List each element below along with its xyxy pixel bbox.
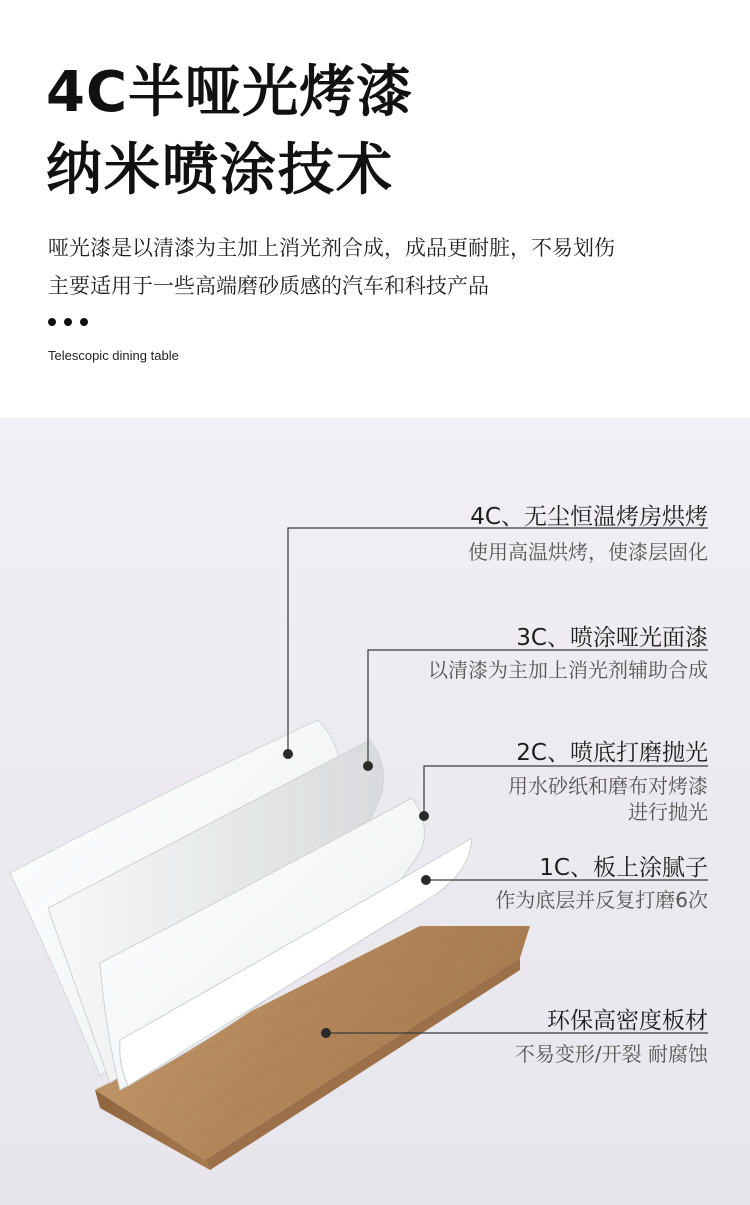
layer-desc-2c-line2: 进行抛光: [628, 800, 708, 824]
leader-dot-3c: [363, 761, 373, 771]
layer-desc-4c: 使用高温烘烤，使漆层固化: [468, 540, 708, 564]
dot: [48, 318, 56, 326]
description-line2: 主要适用于一些高端磨砂质感的汽车和科技产品: [48, 274, 489, 298]
title-prefix: 4C: [46, 60, 129, 125]
layer-desc-board: 不易变形/开裂 耐腐蚀: [514, 1042, 708, 1066]
dot: [64, 318, 72, 326]
header-section: [0, 0, 750, 418]
main-title-line1: [46, 58, 413, 128]
layer-title-2c: 2C、喷底打磨抛光: [516, 740, 708, 766]
description-line1: 哑光漆是以清漆为主加上消光剂合成，成品更耐脏，不易划伤: [48, 236, 615, 260]
leader-dot-4c: [283, 749, 293, 759]
dot: [80, 318, 88, 326]
leader-dot-board: [321, 1028, 331, 1038]
dots-decoration: [48, 318, 88, 326]
title-highlight: 半哑光烤漆: [128, 58, 413, 128]
layer-desc-3c: 以清漆为主加上消光剂辅助合成: [428, 658, 708, 682]
layer-desc-2c-line1: 用水砂纸和磨布对烤漆: [508, 774, 708, 798]
layer-title-1c: 1C、板上涂腻子: [539, 855, 708, 881]
layer-title-4c: 4C、无尘恒温烤房烘烤: [470, 504, 708, 530]
layer-title-3c: 3C、喷涂哑光面漆: [516, 625, 708, 651]
leader-dot-1c: [421, 875, 431, 885]
leader-dot-2c: [419, 811, 429, 821]
main-title-line2: 纳米喷涂技术: [46, 138, 394, 203]
description: [48, 229, 615, 305]
layer-desc-1c: 作为底层并反复打磨6次: [495, 888, 708, 912]
layer-title-board: 环保高密度板材: [547, 1008, 708, 1034]
layer-illustration-section: [0, 418, 750, 1205]
subtitle: Telescopic dining table: [48, 348, 179, 363]
